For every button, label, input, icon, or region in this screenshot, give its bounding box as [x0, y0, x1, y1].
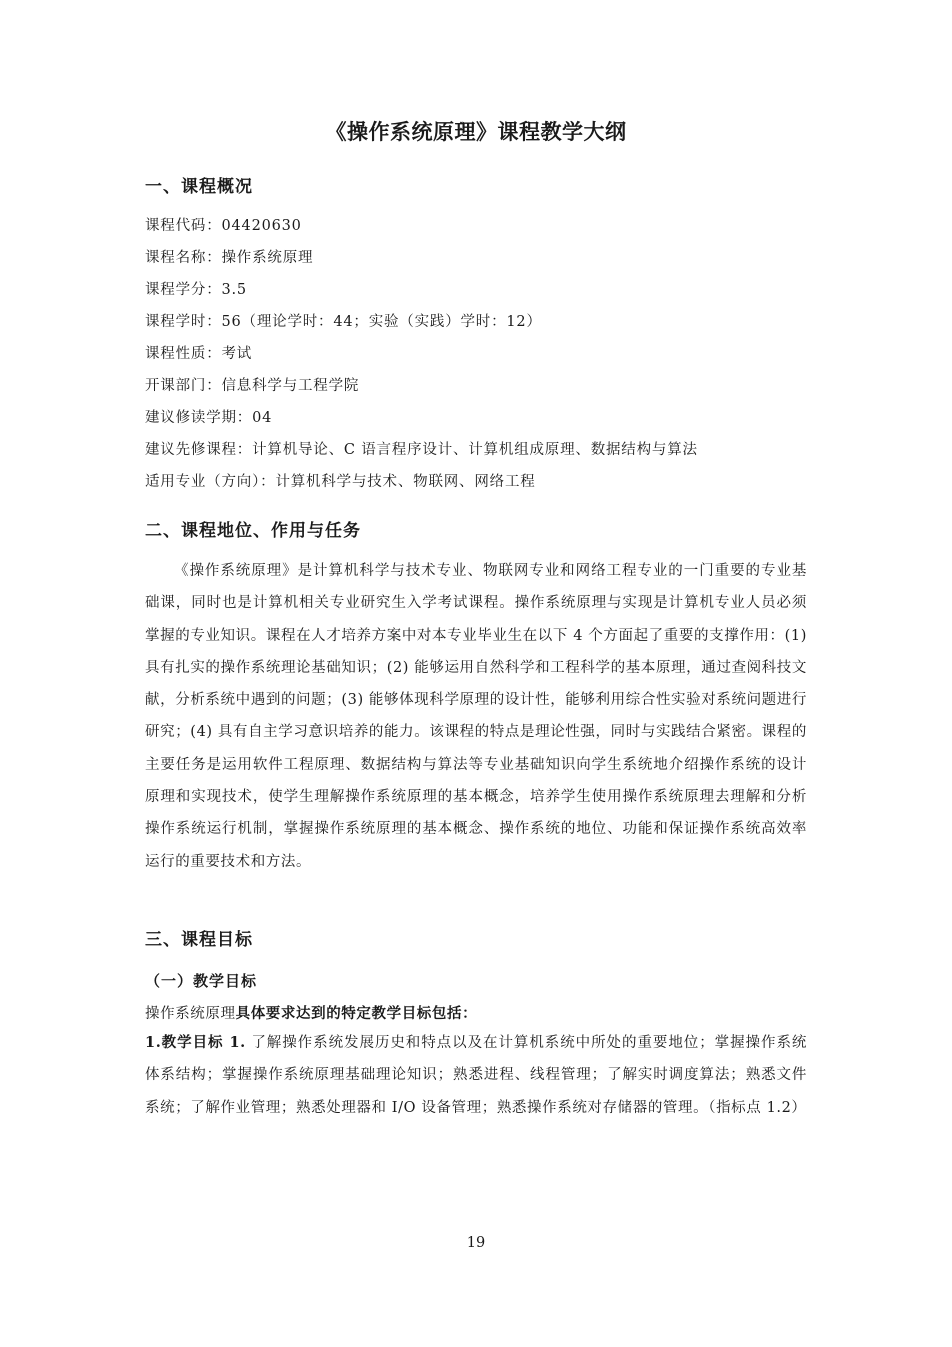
- course-info-item: 课程性质：考试: [145, 346, 253, 362]
- course-info-list: [145, 215, 825, 503]
- objectives-intro-bold: 具体要求达到的特定教学目标包括：: [235, 1005, 478, 1022]
- objectives-intro: [145, 1002, 477, 1023]
- course-info-item: 开课部门：信息科学与工程学院: [145, 378, 360, 394]
- subsection-heading-teaching-goals: （一）教学目标: [145, 972, 258, 990]
- course-info-item: 建议修读学期：04: [145, 410, 273, 426]
- teaching-goal-1: [145, 1027, 807, 1124]
- page-number: 19: [466, 1235, 486, 1251]
- section-heading-objectives: 三、课程目标: [145, 930, 253, 950]
- objectives-intro-normal: 操作系统原理: [145, 1006, 236, 1022]
- course-info-item: 课程名称：操作系统原理: [145, 250, 314, 266]
- section-heading-role: 二、课程地位、作用与任务: [145, 521, 361, 541]
- course-info-item: 适用专业（方向）：计算机科学与技术、物联网、网络工程: [145, 474, 536, 490]
- course-info-item: 课程学时：56（理论学时：44；实验（实践）学时：12）: [145, 314, 542, 330]
- teaching-goal-1-text: 了解操作系统发展历史和特点以及在计算机系统中所处的重要地位；掌握操作系统体系结构；掌握操作系统原理基础理论知识；熟悉进程、线程管理；了解实时调度算法；熟悉文件系统；了解作业管理；熟悉处理器和 I/O 设备管理；熟悉操作系统对存储器的管理。（指标点 1.2）: [145, 1035, 807, 1116]
- teaching-goal-1-label: 1.教学目标 1.: [145, 1034, 246, 1051]
- document-title: 《操作系统原理》课程教学大纲: [325, 119, 627, 144]
- course-info-item: 建议先修课程：计算机导论、C 语言程序设计、计算机组成原理、数据结构与算法: [145, 442, 698, 458]
- course-role-paragraph: 《操作系统原理》是计算机科学与技术专业、物联网专业和网络工程专业的一门重要的专业基础课，同时也是计算机相关专业研究生入学考试课程。操作系统原理与实现是计算机专业人员必须掌握的专业知识。课程在人才培养方案中对本专业毕业生在以下 4 个方面起了重要的支撑作用：(1) 具有扎实的操作系统理论基础知识；(2) 能够运用自然科学和工程科学的基本原理，通过查阅科技文献，分析系统中遇到的问题；(3) 能够体现科学原理的设计性，能够利用综合性实验对系统问题进行研究；(4) 具有自主学习意识培养的能力。该课程的特点是理论性强，同时与实践结合紧密。课程的主要任务是运用软件工程原理、数据结构与算法等专业基础知识向学生系统地介绍操作系统的设计原理和实现技术，使学生理解操作系统原理的基本概念，培养学生使用操作系统原理去理解和分析操作系统运行机制，掌握操作系统原理的基本概念、操作系统的地位、功能和保证操作系统高效率运行的重要技术和方法。: [145, 563, 807, 870]
- course-info-item: 课程代码：04420630: [145, 218, 302, 234]
- course-info-item: 课程学分：3.5: [145, 282, 247, 298]
- section-heading-overview: 一、课程概况: [145, 177, 253, 197]
